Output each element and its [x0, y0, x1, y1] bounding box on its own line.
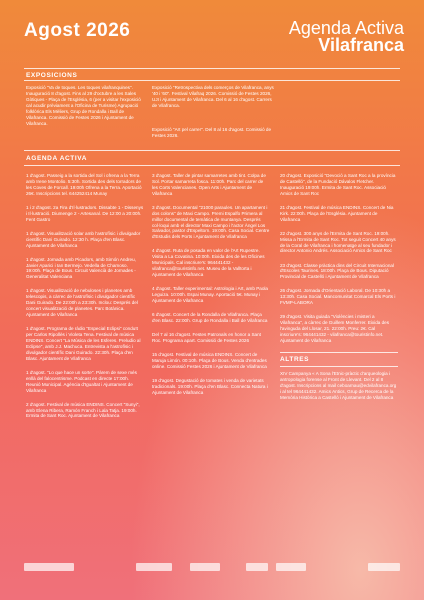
exposicio-item: Exposició "Va de toques. Les toques vilafranquines". Inauguració 8 d'agost. Fins al 29 d'octubre a les Sales Gòtiques - Plaça de l'Església, 6 (per a visitar l'exposició cal acudir prèviament a l'Oficina de Turisme) Agrupació folklòrica Els Mèliers, Grup de Rondalla i Ball de Vilafranca. Comissió de Festes 2026 i Ajuntament de Vilafranca. — [26, 85, 141, 126]
exposicio-item: Exposició "Art pel carrer". Del 8 al 16 d'agost. Comissió de Festes 2026. — [152, 127, 272, 138]
agenda-item: 6 d'agost. Concert de la Rondalla de Vilafranca. Plaça d'en Blasc. 22:00h. Grup de Rondalla i Ball de Vilafranca — [152, 312, 268, 323]
section-title-altres: ALTRES — [280, 356, 310, 364]
logo-els-ports — [190, 563, 220, 571]
agenda-item: 1 d'agost. Programa de ràdio "Especial Eclipsi" conduït per Carlos Ripollès i Violeta Tena. Festival de música ENDINS. Concert "La Música de les Esferes. Preludio al Eclipse", amb J.J. Machuca. Entrevista a l'astrofísic i divulgador científic Dani Guirado. 22:30h. Plaça d'en Blasc. Ajuntament de Vilafranca — [26, 326, 141, 361]
agenda-item: 4 d'agost. Taller experimental: Astrologia i Art, amb Paola Leguiza. 10:00h. Espai Munay. Aportació 5€. Munay i Ajuntament de Vilafranca — [152, 286, 268, 303]
divider — [24, 80, 400, 81]
agenda-item: 23 d'agost. Classe pràctica dins del Circuit Internacional d'Escoles Taurines. 18:00h. Plaça de Bous. Diputació Provincial de Castelló i Ajuntament de Vilafranca — [280, 262, 394, 280]
agenda-column-3 — [280, 173, 398, 409]
logo-uji — [246, 563, 268, 571]
agenda-title-line2: Vilafranca — [318, 35, 404, 55]
header — [0, 0, 424, 70]
agenda-item: 15 d'agost. Festival de música ENDINS. Concert de Maruja Limón. 00:10h. Plaça de Bous. Venda d'entrades online. Comissió Festes 2026 i Ajuntament de Vilafranca — [152, 352, 267, 369]
agenda-item: 19 d'agost. Degustació de tomates i venda de varietats tradicionals. 19:00h. Plaça d'en Blasc. Connecta Natura i Ajuntament de Vilafranca — [152, 377, 268, 395]
exposicio-item: Exposició "Retrospectiva dels comerços de Vilafranca, anys '40 i '60". Festival Vilafraq 2026. Comissió de Festes 2026, UJI i Ajuntament de Vilafranca. Del 6 al 16 d'agost. Carrers de Vilafranca. — [152, 85, 274, 108]
agenda-item: 3 d'agost. Documental "21000 paraules. Un apartament i dos colons" de Maxi Campo. Premi Espalfo Primera al millor documental de temàtica de muntanya. Després col·loqui amb el director Maxi Campo i l'actor Àngel Los Salvador, pastor d'Espeltorn. 19:00h. Casa Social. Centre d'Estudis dels Ports i Ajuntament de Vilafranca — [152, 204, 270, 240]
agenda-item: 3 d'agost. Taller de pintar samarretes amb tint. Colpa de Sol. Portar samarreta fosca. 11:00h. Parc del carrer de les Corts Valencianes. Open Arts i Ajuntament de Vilafranca — [152, 173, 266, 196]
agenda-item: 20 d'agost. Exposició "Devoció a Sant Roc a la província de Castelló", de la Fundació Dávalos Fletcher. Inauguració 19:00h. Ermita de Sant Roc. Associació Amics de Sant Roc — [280, 173, 396, 196]
divider — [24, 150, 400, 151]
agenda-column-2 — [152, 173, 270, 404]
agenda-item: 1 d'agost. "Lo que hace un sorte". Pàrem de sexe més enllà del falocentrisme. Podcast en directe 17:00h. Reunió Municipal. Agència d'Igualtat i Ajuntament de Vilafranca — [26, 369, 137, 393]
agenda-item: Del 7 al 16 d'agost. Festes Patronals en honor a Sant Roc. Programa apart. Comissió de Festes 2026 — [152, 332, 261, 343]
agenda-item: 1 i 2 d'agost. 2a Fira d'Il·lustradors. Dissabte 1 - Dissenys i Il·lustració. Diumenge 2 - Artesanal. De 12:00 a 20:00h. Fent Gastro — [26, 204, 144, 222]
agenda-title-line1: Agenda Activa — [288, 18, 404, 38]
page-title: Agost 2026 — [24, 20, 131, 41]
agenda-item: 29 d'agost. Visita guiada "Violències i misteri a Vilafranca", a càrrec de Guillem Monferrer. Eixida des l'avinguda del Llosar, 21. 22:00h. Preu: 2€. Cal inscriure's: 964441432 - vilafranca@touristinfo.net. Ajuntament de Vilafranca — [280, 314, 390, 343]
section-title-agenda: AGENDA ACTIVA — [26, 155, 88, 162]
agenda-item: 21 d'agost. Festival de música ENDINS. Concert de Nia Kirk. 22:00h. Plaça de l'Església. Ajuntament de Vilafranca — [280, 204, 394, 222]
agenda-item: 22 d'agost. 300 anys de l'Ermita de Sant Roc. 19:00h. Missa a l'Ermita de Sant Roc. Tot seguit Concert 40 anys de la Coral de Vilafranca i homenatge al seu fundador i director Antonio Andrés. Associació Amics de Sant Roc — [280, 230, 396, 254]
agenda-item: 4 d'agost. Ruta de posada en valor de l'Art Rupestre. Visita a La Covatina. 10:00h. Eixida des de les Oficines Municipals. Cal inscriure's: 964441432 - vilafranca@touristinfo.net. Museu de la Valltorta i Ajuntament de Vilafranca — [152, 248, 265, 278]
divider — [280, 352, 398, 353]
agenda-item: 1 d'agost. Passeig a la sortida del Sol i ofrena a la Terra amb Irene Montolio. 5:30h. Sortida des dels torradors de les Coves de Forcall. 19:00h Ofrena a la Terra. Aportació 26€. Inscripcions tel. 644252414 Munay — [26, 173, 142, 196]
divider — [24, 68, 400, 69]
agenda-item: 1 d'agost. Visualització de nebuloses i planetes amb telescopis, a càrrec de l'astrofísic i divulgador científic Dani Guirado. De 22:00h a 23:30h. Inclou: Després del concert visualització de planetes. Parc Botànica. Ajuntament de Vilafranca — [26, 288, 138, 318]
logo-diputacio — [24, 563, 74, 571]
agenda-title — [289, 20, 404, 54]
logo-generalitat — [136, 563, 172, 571]
agenda-item: 1 d'agost. Jornada amb Picadors, amb Simón Andreu, Javier Aparici i Ian Bermejo. Vedella de Chamoso. 19:00h. Plaça de Bous. Circuit Valencià de Jornades - Generalitat Valenciana — [26, 256, 136, 280]
altres-item: XIV Campanya « A Sona l'Etnic-pràctic d'arqueologia i antropologia forense al Front de Llevant. Del 2 al 8 d'agost. Inscripcions al mail ceboarnau@edvilafranca.org i al tel 964441432. Amics Antics, Grup de Recerca de la Memòria Històrica a Castelló i Ajuntament de Vilafranca — [280, 371, 397, 400]
agenda-item: 2 d'agost. Festival de música ENDINS. Concert "Sunyi", amb Elena Ribera, Ramón Franch i Lala Tatja. 19:00h. Ermita de Sant Roc. Ajuntament de Vilafranca — [26, 401, 140, 419]
section-title-exposicions: EXPOSICIONS — [26, 72, 78, 79]
footer-logos — [24, 563, 400, 575]
divider — [280, 366, 398, 367]
logo-turisme — [276, 563, 306, 571]
agenda-item: 1 d'agost. Visualització solar amb l'astrofísic i divulgador científic Dani Guirado. 12:30 h. Plaça d'en Blasc. Ajuntament de Vilafranca — [26, 230, 141, 248]
divider — [24, 165, 400, 166]
agenda-column-1 — [26, 173, 144, 428]
logo-ajuntament — [368, 563, 400, 571]
agenda-item: 26 d'agost. Jornada d'Orientació Laboral. De 10:30h a 13:30h. Casa Social. Mancomunitat Comarcal Els Ports i FVMP-LABORA — [280, 288, 396, 306]
